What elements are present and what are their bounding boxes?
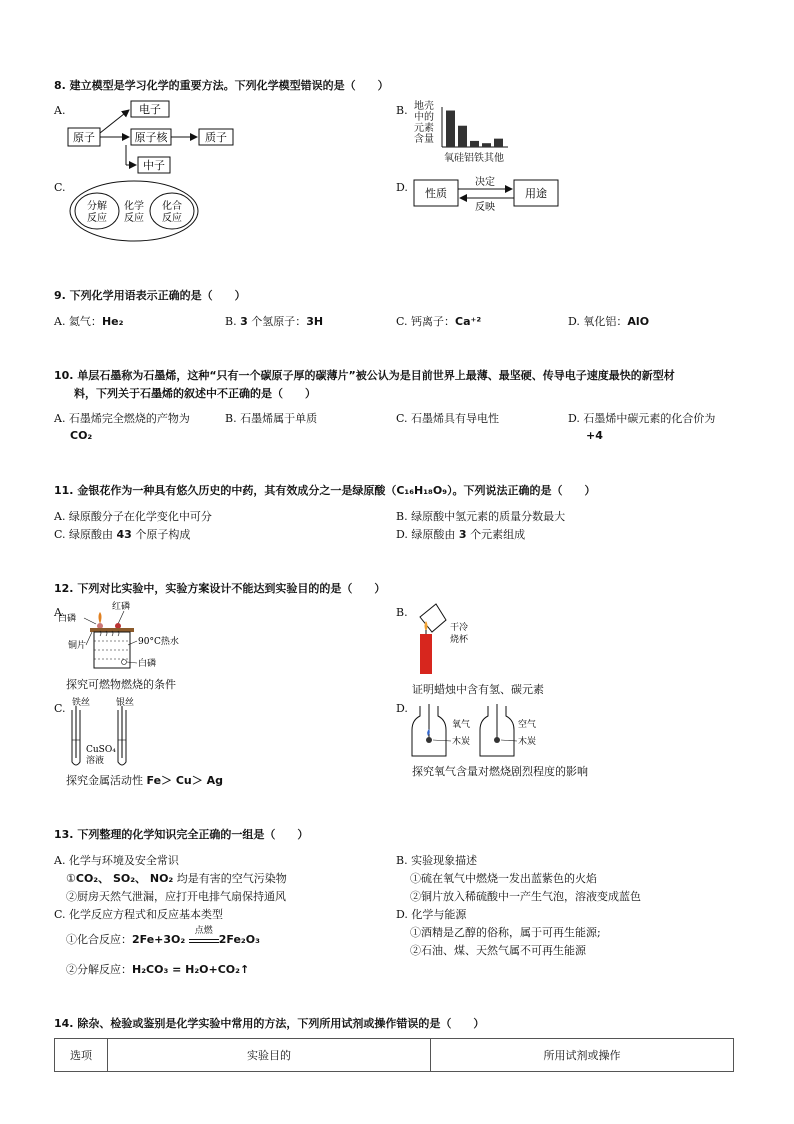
q11-stem: 11. 金银花作为一种具有悠久历史的中药，其有效成分之一是绿原酸（C₁₆H₁₈O₉）。下列说法正确的是（ ） [54,484,596,497]
q9-stem: 9. 下列化学用语表示正确的是（ ） [54,289,246,302]
q10-option-d: D. 石墨烯中碳元素的化合价为 [568,412,716,425]
svg-text:铁丝: 铁丝 [72,698,91,708]
q9-option-a: A. 氦气：He₂ [54,315,124,328]
q13-option-d-title: D. 化学与能源 [396,908,467,921]
decomposition-line2: 反应 [87,213,107,224]
q10-option-b: B. 石墨烯属于单质 [225,412,318,425]
electron-label: 电子 [139,103,161,116]
q9-option-c: C. 钙离子：Ca⁺² [396,315,482,328]
q12-option-a-caption: 探究可燃物燃烧的条件 [66,678,176,691]
neutron-label: 中子 [143,159,165,172]
q8-option-a-letter: A. [54,104,66,117]
q14-table [54,1038,734,1072]
q13-stem: 13. 下列整理的化学知识完全正确的一组是（ ） [54,828,309,841]
q13-option-a-title: A. 化学与环境及安全常识 [54,854,179,867]
q8-stem: 8. 建立模型是学习化学的重要方法。下列化学模型错误的是（ ） [54,79,389,92]
svg-text:白磷: 白磷 [58,614,77,624]
chem-reaction-line2: 反应 [124,213,144,224]
q11-option-d: D. 绿原酸由 3 个元素组成 [396,528,526,541]
svg-text:木炭: 木炭 [452,737,471,747]
q12-option-b-caption: 证明蜡烛中含有氢、碳元素 [412,683,544,696]
table-header-row [55,1039,734,1072]
q13-option-c-line2: ②分解反应：H₂CO₃ = H₂O+CO₂↑ [66,963,250,976]
proton-label: 质子 [205,131,227,144]
svg-text:干冷: 干冷 [450,623,469,633]
q13-option-d-line2: ②石油、煤、天然气属不可再生能源 [410,944,586,957]
q10-option-c: C. 石墨烯具有导电性 [396,412,500,425]
nucleus-label: 原子核 [134,131,168,144]
svg-text:银丝: 银丝 [116,698,135,708]
q12-option-d-letter: D. [396,702,408,715]
header-option: 选项 [55,1039,108,1072]
svg-text:CuSO₄: CuSO₄ [86,745,116,755]
use-label: 用途 [525,187,547,200]
reflect-label: 反映 [475,202,495,213]
svg-text:90°C热水: 90°C热水 [138,637,179,647]
q11-option-a: A. 绿原酸分子在化学变化中可分 [54,510,212,523]
q12-option-c-letter: C. [54,702,66,715]
q13-option-b-title: B. 实验现象描述 [396,854,478,867]
q10-stem-line2: 料，下列关于石墨烯的叙述中不正确的是（ ） [74,387,316,400]
svg-text:木炭: 木炭 [518,737,537,747]
q13-option-a-line1: ①CO₂、 SO₂、 NO₂ 均是有害的空气污染物 [66,872,287,885]
q14-stem: 14. 除杂、检验或鉴别是化学实验中常用的方法，下列所用试剂或操作错误的是（ ） [54,1017,485,1030]
combination-line1: 化合 [162,201,182,212]
chem-reaction-line1: 化学 [124,201,144,212]
q11-option-b: B. 绿原酸中氢元素的质量分数最大 [396,510,566,523]
crust-chart-xlabel: 氧硅铝铁其他 [444,153,504,164]
q12-option-b-letter: B. [396,606,408,619]
svg-text:溶液: 溶液 [86,756,105,766]
combination-line2: 反应 [162,213,182,224]
q8-option-d-letter: D. [396,181,408,194]
q12-option-d-caption: 探究氧气含量对燃烧剧烈程度的影响 [412,765,588,778]
q13-option-c-title: C. 化学反应方程式和反应基本类型 [54,908,224,921]
atom-label: 原子 [73,131,95,144]
q9-option-d: D. 氧化铝：AlO [568,315,650,328]
q10-option-a: A. 石墨烯完全燃烧的产物为 [54,412,190,425]
q12-option-a-letter: A. [54,606,66,619]
q13-option-b-line2: ②铜片放入稀硫酸中一产生气泡，溶液变成蓝色 [410,890,641,903]
q13-option-b-line1: ①硫在氧气中燃烧一发出蓝紫色的火焰 [410,872,597,885]
svg-text:白磷: 白磷 [138,659,157,669]
q10-stem-line1: 10. 单层石墨称为石墨烯，这种“只有一个碳原子厚的碳薄片”被公认为是目前世界上最薄、最坚硬、传导电子速度最快的新型材 [54,369,675,382]
property-label: 性质 [425,187,447,200]
header-purpose: 实验目的 [108,1039,431,1072]
header-reagent: 所用试剂或操作 [431,1039,734,1072]
svg-text:氧气: 氧气 [452,720,471,730]
q9-option-b: B. 3 个氢原子：3H [225,315,324,328]
svg-text:空气: 空气 [518,720,537,730]
q13-option-d-line1: ①酒精是乙醇的俗称，属于可再生能源; [410,926,601,939]
decomposition-line1: 分解 [87,201,107,212]
q13-option-c-line1: ①化合反应：2Fe+3O₂ 点燃 2Fe₂O₃ [66,926,260,946]
crust-chart-ylabel: 地壳 中的 元素 含量 [414,101,434,145]
q10-option-d-value: +4 [586,429,603,442]
svg-text:铜片: 铜片 [68,641,87,651]
q12-stem: 12. 下列对比实验中，实验方案设计不能达到实验目的的是（ ） [54,582,386,595]
determine-label: 决定 [475,177,495,188]
q13-option-a-line2: ②厨房天然气泄漏，应打开电排气扇保持通风 [66,890,286,903]
q10-option-a-formula: CO₂ [70,429,93,442]
q12-option-c-caption: 探究金属活动性 Fe＞ Cu＞ Ag [66,774,223,787]
q8-option-c-letter: C. [54,181,66,194]
q11-option-c: C. 绿原酸由 43 个原子构成 [54,528,191,541]
svg-text:红磷: 红磷 [112,602,131,612]
q8-option-b-letter: B. [396,104,408,117]
svg-text:烧杯: 烧杯 [450,635,469,645]
